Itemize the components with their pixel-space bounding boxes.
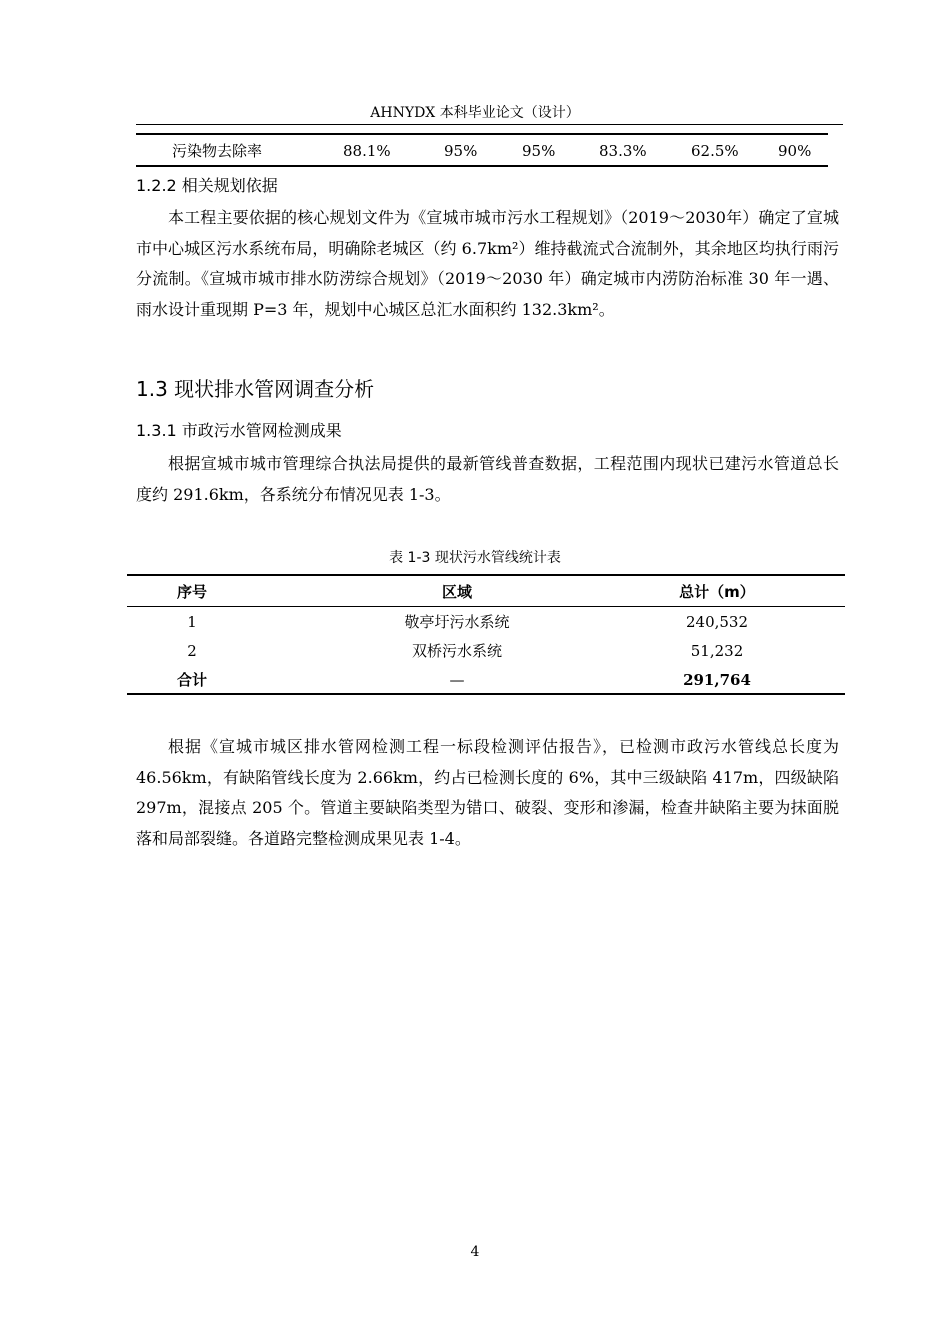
column-header: 总计（m） [679, 583, 755, 601]
table-cell: 90% [778, 142, 812, 160]
table-cell: 240,532 [685, 613, 749, 631]
table-cell: 291,764 [683, 671, 751, 689]
table-cell: 合计 [176, 671, 207, 689]
running-header: AHNYDX 本科毕业论文（设计） [370, 105, 580, 121]
column-header: 序号 [176, 583, 207, 601]
table-caption: 表 1-3 现状污水管线统计表 [389, 550, 561, 566]
table-cell: 2 [187, 642, 197, 660]
table-cell: 95% [522, 142, 556, 160]
column-header: 区域 [441, 583, 472, 601]
row-label: 污染物去除率 [172, 142, 263, 160]
section-heading-1-3: 1.3 现状排水管网调查分析 [136, 377, 375, 401]
table-row [127, 638, 845, 664]
header-rule [136, 124, 843, 125]
page-number: 4 [470, 1244, 480, 1260]
table-row [127, 609, 845, 635]
table-header-rule [127, 606, 845, 607]
table-cell: — [449, 671, 465, 689]
table-header-row [127, 579, 845, 605]
table-top-rule [136, 133, 828, 135]
table-cell: 双桥污水系统 [411, 642, 502, 660]
section-heading-1-3-1: 1.3.1 市政污水管网检测成果 [136, 421, 342, 440]
table-total-row [127, 667, 845, 693]
table-cell: 95% [444, 142, 478, 160]
table-cell: 敬亭圩污水系统 [404, 613, 510, 631]
paragraph-inspection-results: 根据《宣城市城区排水管网检测工程一标段检测评估报告》，已检测市政污水管线总长度为 46.56km，有缺陷管线长度为 2.66km，约占已检测长度的 6%，其中三级缺陷 417m，四级缺陷 297m，混接点 205 个。管道主要缺陷类型为错口、破裂、变形和渗漏，检查井缺陷主要为抹面脱落和局部裂缝。各道路完整检测成果见表 1-4。 [136, 737, 839, 848]
table-cell: 51,232 [690, 642, 744, 660]
table-bottom-rule [136, 165, 828, 167]
table-cell: 83.3% [599, 142, 647, 160]
table-row-removal-rate [0, 140, 950, 162]
table-cell: 62.5% [691, 142, 739, 160]
section-heading-1-2-2: 1.2.2 相关规划依据 [136, 176, 278, 195]
paragraph-planning-basis: 本工程主要依据的核心规划文件为《宣城市城市污水工程规划》（2019～2030年）确定了宣城市中心城区污水系统布局，明确除老城区（约 6.7km²）维持截流式合流制外，其余地区均执行雨污分流制。《宣城市城市排水防涝综合规划》（2019～2030 年）确定城市内涝防治标准 30 年一遇、雨水设计重现期 P=3 年，规划中心城区总汇水面积约 132.3km²。 [136, 208, 839, 319]
table-top-rule [127, 574, 845, 576]
paragraph-survey-data: 根据宣城市城市管理综合执法局提供的最新管线普查数据，工程范围内现状已建污水管道总长度约 291.6km，各系统分布情况见表 1-3。 [136, 454, 839, 504]
table-cell: 88.1% [343, 142, 391, 160]
table-cell: 1 [187, 613, 197, 631]
table-bottom-rule [127, 693, 845, 695]
